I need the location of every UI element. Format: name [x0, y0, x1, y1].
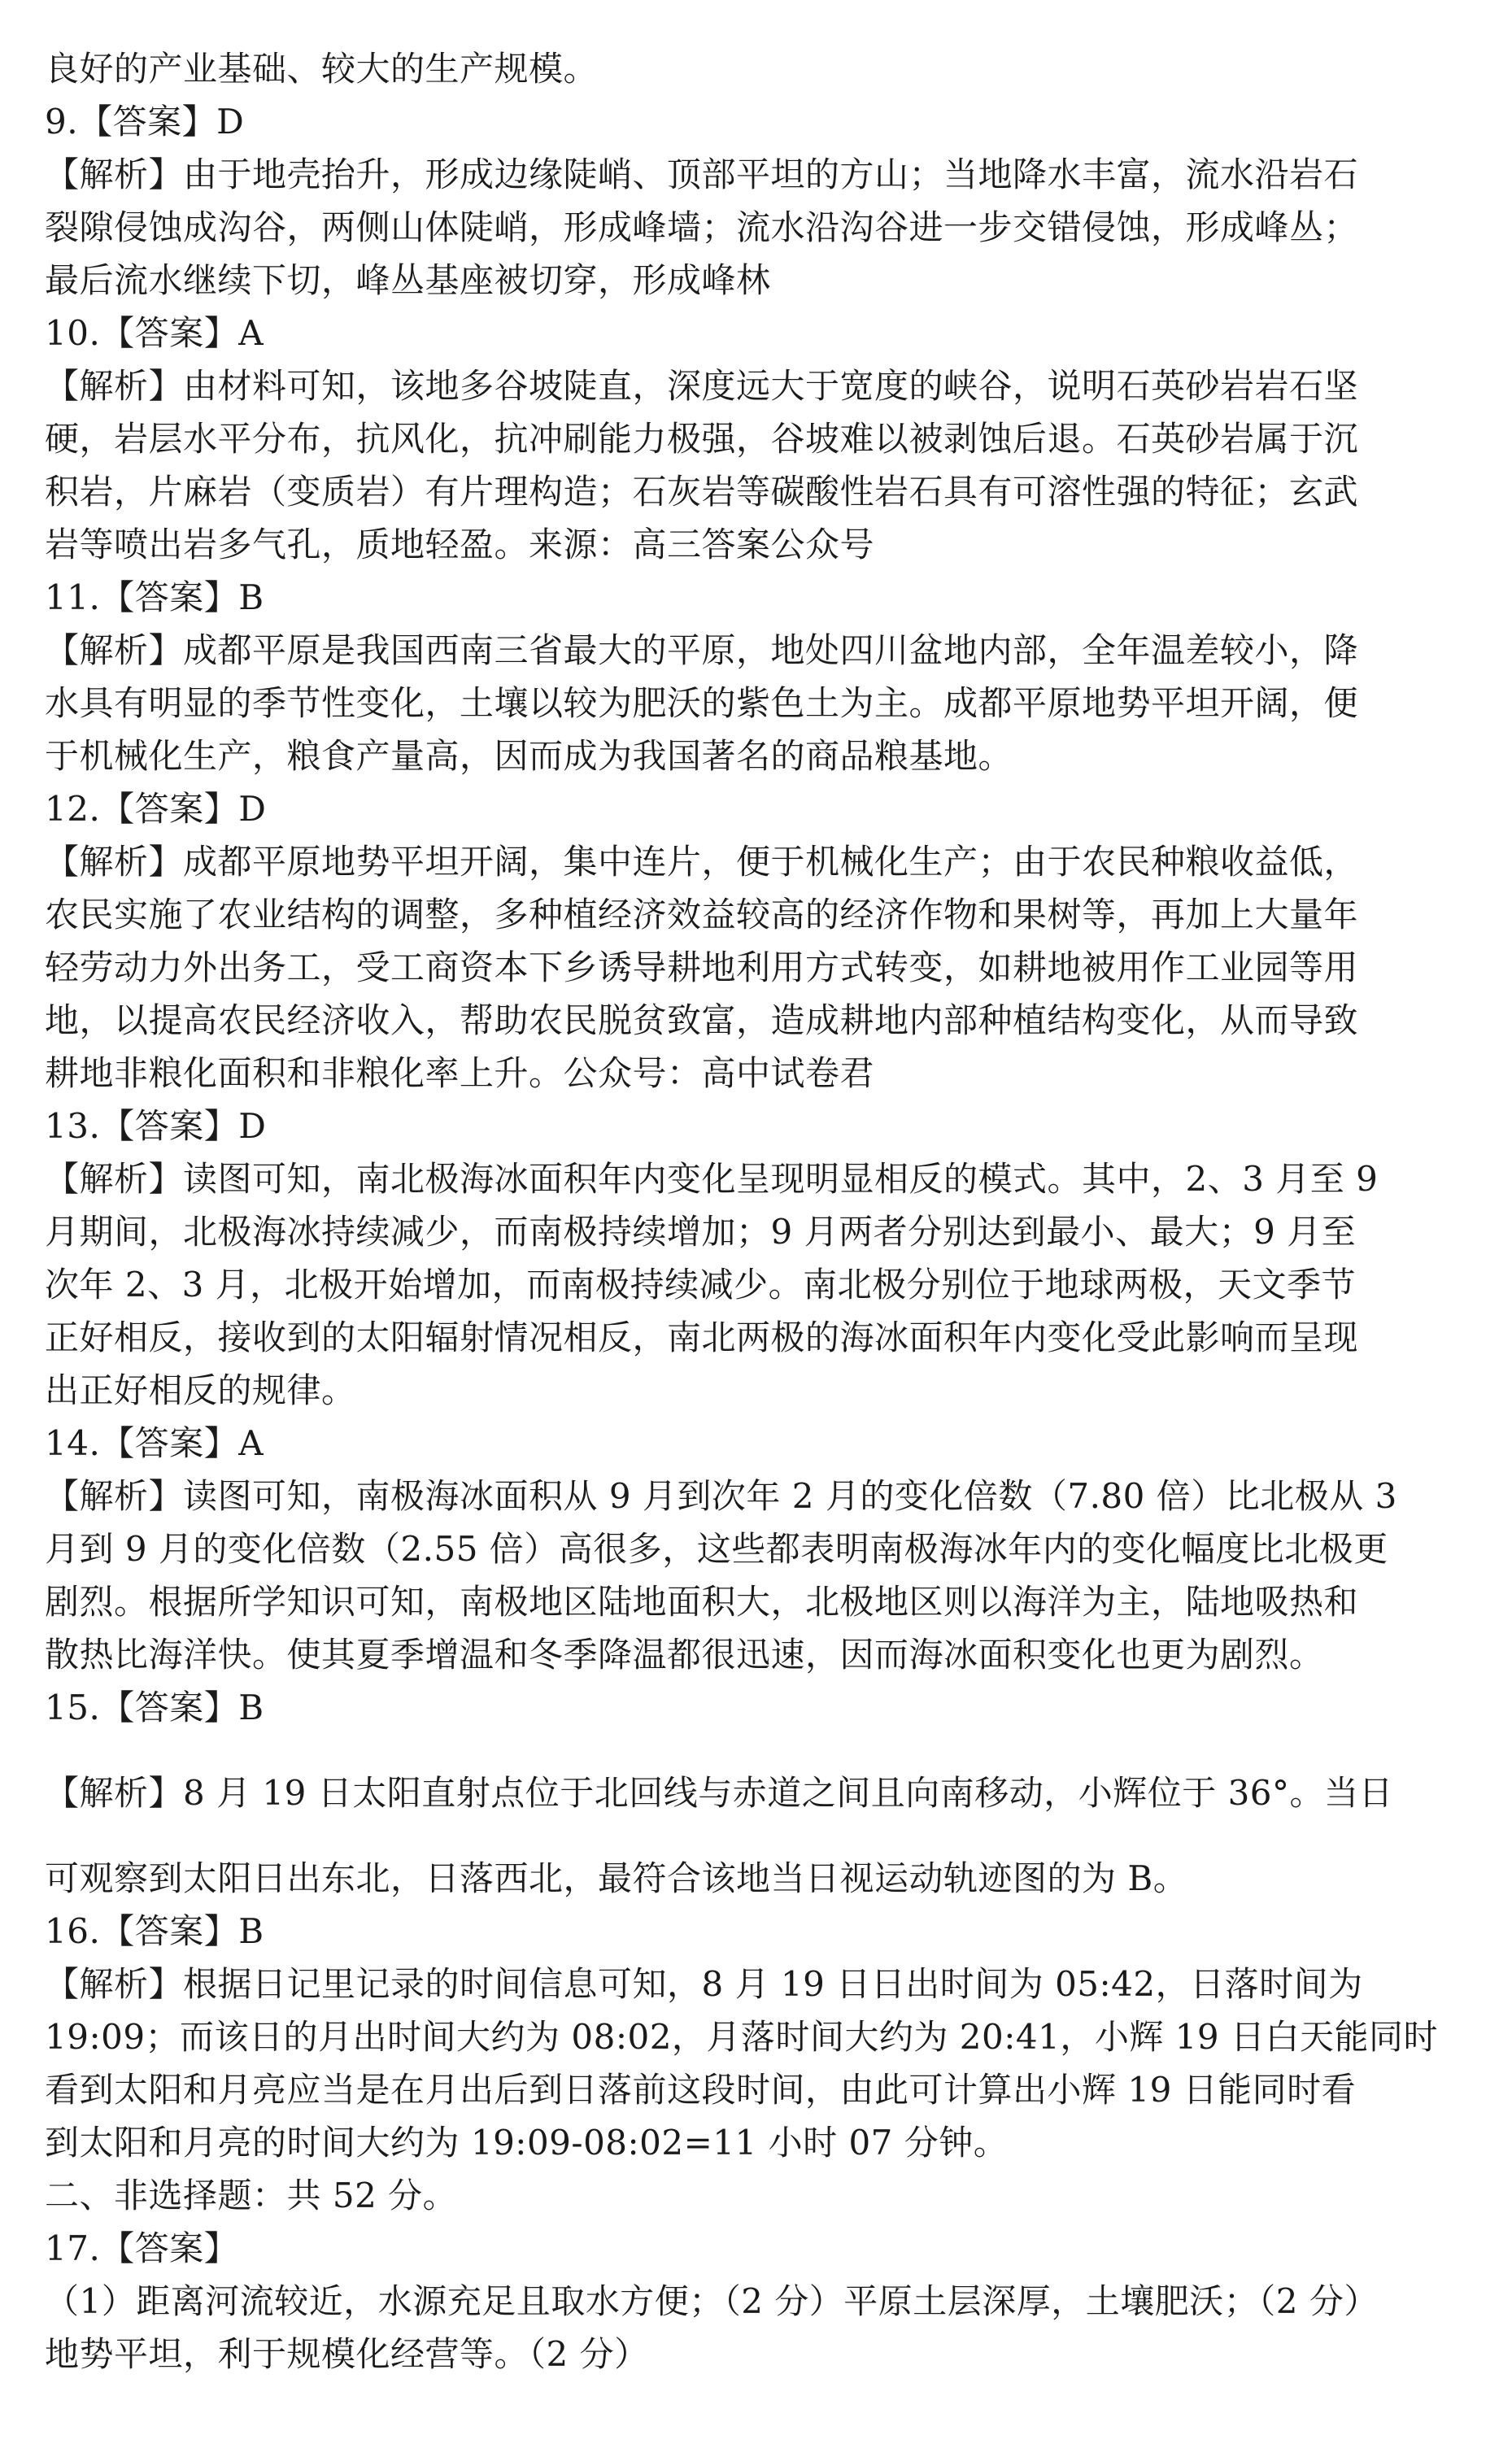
text-line: 【解析】读图可知，南极海冰面积从 9 月到次年 2 月的变化倍数（7.80 倍）比北极从 3 [45, 1476, 1397, 1516]
answer-document [45, 42, 1488, 2380]
text-line: 19:09；而该日的月出时间大约为 08:02，月落时间大约为 20:41，小辉 19 日白天能同时 [45, 2017, 1438, 2057]
text-line: 地势平坦，利于规模化经营等。（2 分） [45, 2334, 649, 2374]
answer-heading-15: 15.【答案】B [45, 1688, 264, 1727]
text-line: 【解析】成都平原地势平坦开阔，集中连片，便于机械化生产；由于农民种粮收益低， [45, 842, 1359, 882]
text-line: 次年 2、3 月，北极开始增加，而南极持续减少。南北极分别位于地球两极，天文季节 [45, 1265, 1357, 1305]
text-line: 看到太阳和月亮应当是在月出后到日落前这段时间，由此可计算出小辉 19 日能同时看 [45, 2070, 1357, 2110]
text-line: 出正好相反的规律。 [45, 1370, 356, 1410]
answer-heading-11: 11.【答案】B [45, 577, 264, 617]
text-line: 最后流水继续下切，峰丛基座被切穿，形成峰林 [45, 260, 771, 300]
spacer [45, 1734, 1488, 1766]
text-line: 【解析】由材料可知，该地多谷坡陡直，深度远大于宽度的峡谷，说明石英砂岩岩石坚 [45, 366, 1359, 406]
text-line: 到太阳和月亮的时间大约为 19:09-08:02=11 小时 07 分钟。 [45, 2123, 1009, 2163]
text-line: 【解析】成都平原是我国西南三省最大的平原，地处四川盆地内部，全年温差较小，降 [45, 630, 1359, 670]
text-line: 月到 9 月的变化倍数（2.55 倍）高很多，这些都表明南极海冰年内的变化幅度比北极更 [45, 1529, 1388, 1569]
text-line: 【解析】读图可知，南北极海冰面积年内变化呈现明显相反的模式。其中，2、3 月至 9 [45, 1159, 1379, 1199]
answer-heading-14: 14.【答案】A [45, 1423, 264, 1463]
text-line: 剧烈。根据所学知识可知，南极地区陆地面积大，北极地区则以海洋为主，陆地吸热和 [45, 1582, 1359, 1622]
answer-heading-10: 10.【答案】A [45, 313, 264, 353]
text-line: 农民实施了农业结构的调整，多种植经济效益较高的经济作物和果树等，再加上大量年 [45, 895, 1359, 934]
text-line: 耕地非粮化面积和非粮化率上升。公众号：高中试卷君 [45, 1053, 875, 1093]
text-line: 积岩，片麻岩（变质岩）有片理构造；石灰岩等碳酸性岩石具有可溶性强的特征；玄武 [45, 472, 1359, 512]
text-line: 硬，岩层水平分布，抗风化，抗冲刷能力极强，谷坡难以被剥蚀后退。石英砂岩属于沉 [45, 419, 1359, 459]
text-line: 裂隙侵蚀成沟谷，两侧山体陡峭，形成峰墙；流水沿沟谷进一步交错侵蚀，形成峰丛； [45, 207, 1359, 247]
answer-heading-13: 13.【答案】D [45, 1106, 267, 1146]
text-line: 于机械化生产，粮食产量高，因而成为我国著名的商品粮基地。 [45, 736, 1013, 776]
text-line: 良好的产业基础、较大的生产规模。 [45, 49, 599, 89]
text-line: 岩等喷出岩多气孔，质地轻盈。来源：高三答案公众号 [45, 525, 875, 564]
text-line: 水具有明显的季节性变化，土壤以较为肥沃的紫色土为主。成都平原地势平坦开阔，便 [45, 683, 1359, 723]
text-line: 【解析】根据日记里记录的时间信息可知，8 月 19 日日出时间为 05:42，日落时间为 [45, 1964, 1363, 2004]
answer-heading-16: 16.【答案】B [45, 1911, 264, 1951]
answer-heading-9: 9.【答案】D [45, 102, 245, 142]
answer-heading-17: 17.【答案】 [45, 2228, 239, 2268]
text-line: 可观察到太阳日出东北，日落西北，最符合该地当日视运动轨迹图的为 B。 [45, 1858, 1188, 1898]
section-heading: 二、非选择题：共 52 分。 [45, 2176, 458, 2215]
text-line: （1）距离河流较近，水源充足且取水方便；（2 分）平原土层深厚，土壤肥沃；（2 分） [45, 2281, 1379, 2321]
text-line: 地，以提高农民经济收入，帮助农民脱贫致富，造成耕地内部种植结构变化，从而导致 [45, 1000, 1359, 1040]
text-line: 散热比海洋快。使其夏季增温和冬季降温都很迅速，因而海冰面积变化也更为剧烈。 [45, 1635, 1324, 1675]
text-line: 轻劳动力外出务工，受工商资本下乡诱导耕地利用方式转变，如耕地被用作工业园等用 [45, 947, 1359, 987]
text-line: 【解析】由于地壳抬升，形成边缘陡峭、顶部平坦的方山；当地降水丰富，流水沿岩石 [45, 155, 1359, 194]
spacer [45, 1819, 1488, 1852]
answer-heading-12: 12.【答案】D [45, 789, 267, 829]
text-line: 【解析】8 月 19 日太阳直射点位于北回线与赤道之间且向南移动，小辉位于 36°。当日 [45, 1773, 1394, 1813]
text-line: 正好相反，接收到的太阳辐射情况相反，南北两极的海冰面积年内变化受此影响而呈现 [45, 1318, 1359, 1357]
text-line: 月期间，北极海冰持续减少，而南极持续增加；9 月两者分别达到最小、最大；9 月至 [45, 1212, 1357, 1252]
